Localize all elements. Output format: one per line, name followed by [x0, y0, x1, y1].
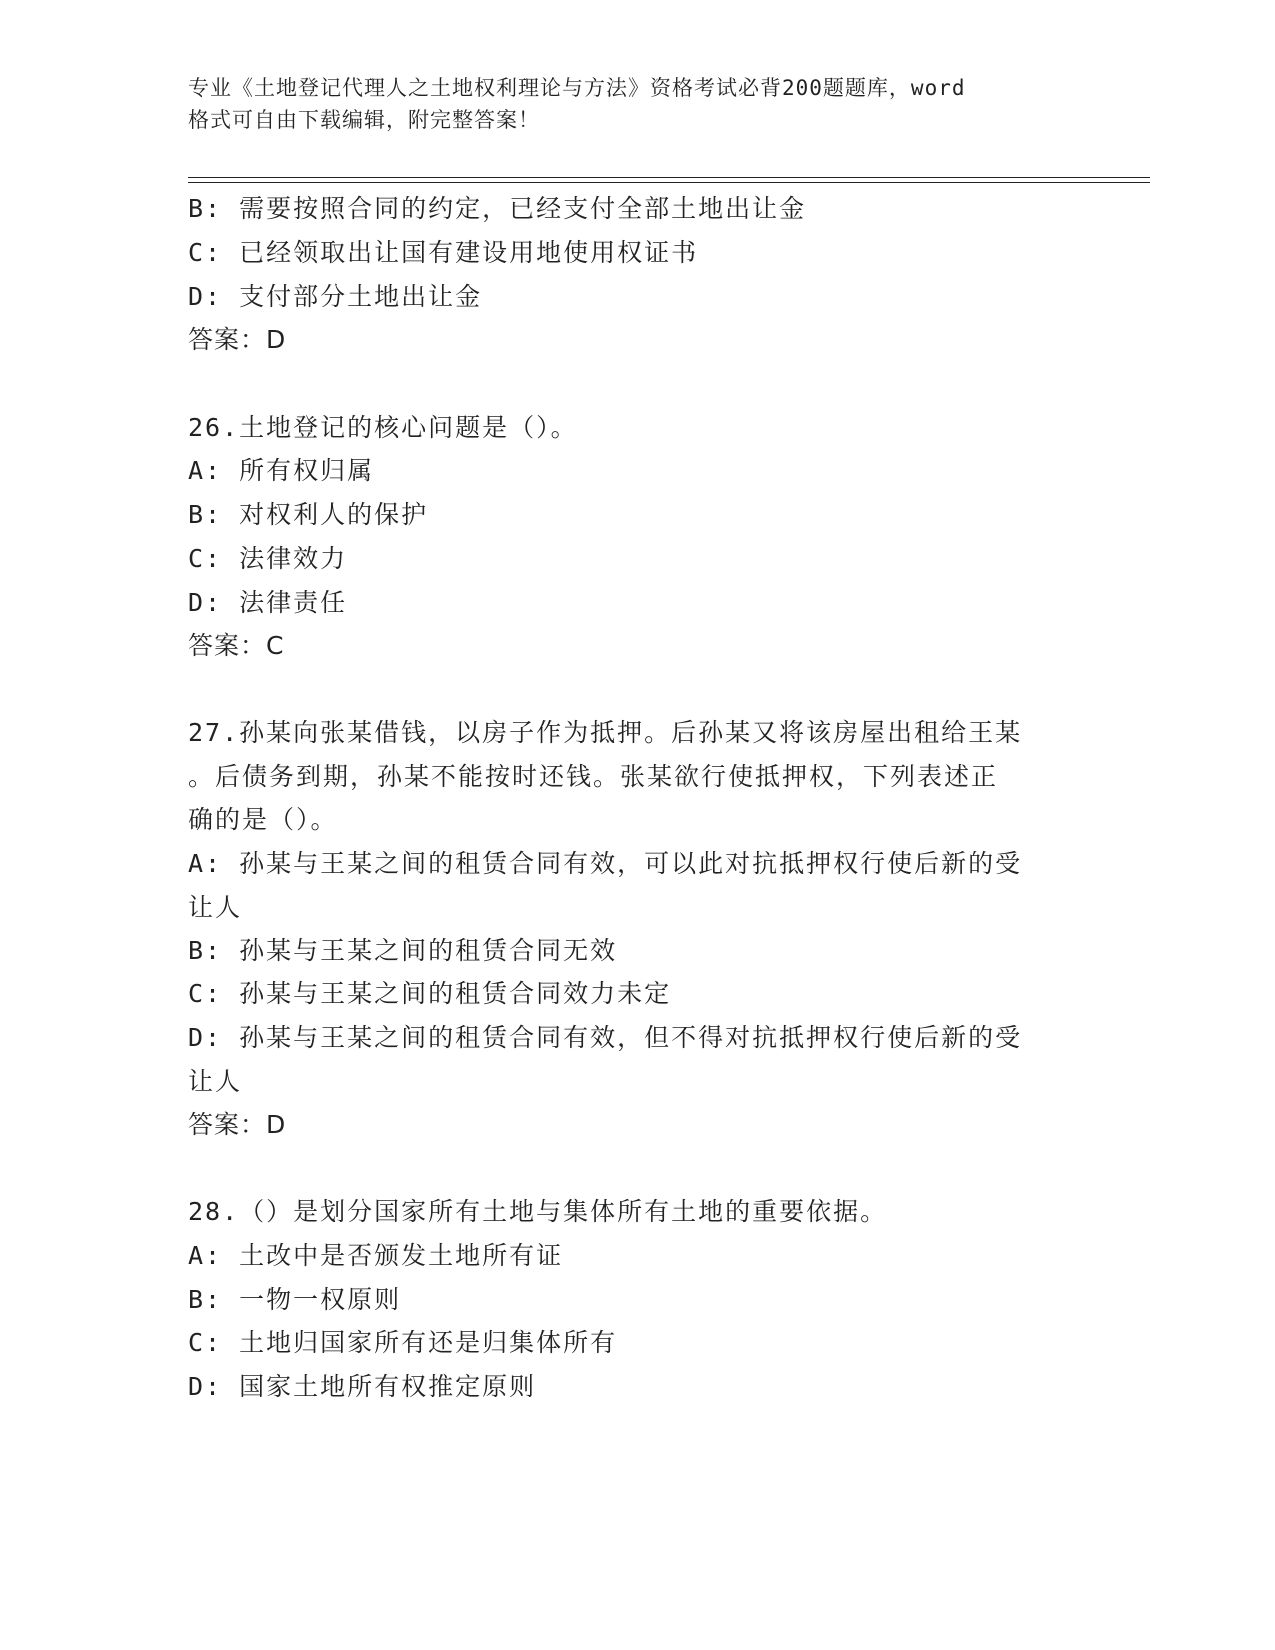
- q25-option-d: D: 支付部分土地出让金: [188, 282, 483, 311]
- q28-option-a: A: 土改中是否颁发土地所有证: [188, 1241, 564, 1270]
- q25-option-c: C: 已经领取出让国有建设用地使用权证书: [188, 238, 699, 267]
- q26-option-a: A: 所有权归属: [188, 456, 375, 485]
- q27-stem-line-2: 。后债务到期，孙某不能按时还钱。张某欲行使抵押权，下列表述正: [188, 762, 999, 791]
- q26-stem: 26.土地登记的核心问题是（）。: [188, 413, 578, 442]
- q27-option-d-line-2: 让人: [188, 1067, 243, 1096]
- q27-option-a-line-2: 让人: [188, 893, 243, 922]
- q27-answer: 答案：D: [188, 1110, 287, 1139]
- q28-option-b: B: 一物一权原则: [188, 1285, 402, 1314]
- q27-option-c: C: 孙某与王某之间的租赁合同效力未定: [188, 979, 672, 1008]
- q26-option-d: D: 法律责任: [188, 588, 348, 617]
- header-divider-bottom: [188, 182, 1150, 183]
- q27-stem-line-3: 确的是（）。: [188, 805, 338, 834]
- q27-option-d-line-1: D: 孙某与王某之间的租赁合同有效，但不得对抗抵押权行使后新的受: [188, 1023, 1023, 1052]
- header-line-1: 专业《土地登记代理人之土地权利理论与方法》资格考试必背200题题库，word: [188, 76, 966, 100]
- header-divider-top: [188, 177, 1150, 178]
- q26-answer: 答案：C: [188, 631, 285, 660]
- q27-option-b: B: 孙某与王某之间的租赁合同无效: [188, 936, 618, 965]
- q28-option-d: D: 国家土地所有权推定原则: [188, 1372, 537, 1401]
- q27-option-a-line-1: A: 孙某与王某之间的租赁合同有效，可以此对抗抵押权行使后新的受: [188, 849, 1023, 878]
- q27-stem-line-1: 27.孙某向张某借钱，以房子作为抵押。后孙某又将该房屋出租给王某: [188, 718, 1023, 747]
- q28-option-c: C: 土地归国家所有还是归集体所有: [188, 1328, 618, 1357]
- q25-option-b: B: 需要按照合同的约定，已经支付全部土地出让金: [188, 194, 807, 223]
- q26-option-b: B: 对权利人的保护: [188, 500, 429, 529]
- q25-answer: 答案：D: [188, 325, 287, 354]
- header-line-2: 格式可自由下载编辑，附完整答案！: [188, 108, 540, 132]
- q26-option-c: C: 法律效力: [188, 544, 348, 573]
- q28-stem: 28.（）是划分国家所有土地与集体所有土地的重要依据。: [188, 1197, 888, 1226]
- document-header: [188, 72, 1088, 136]
